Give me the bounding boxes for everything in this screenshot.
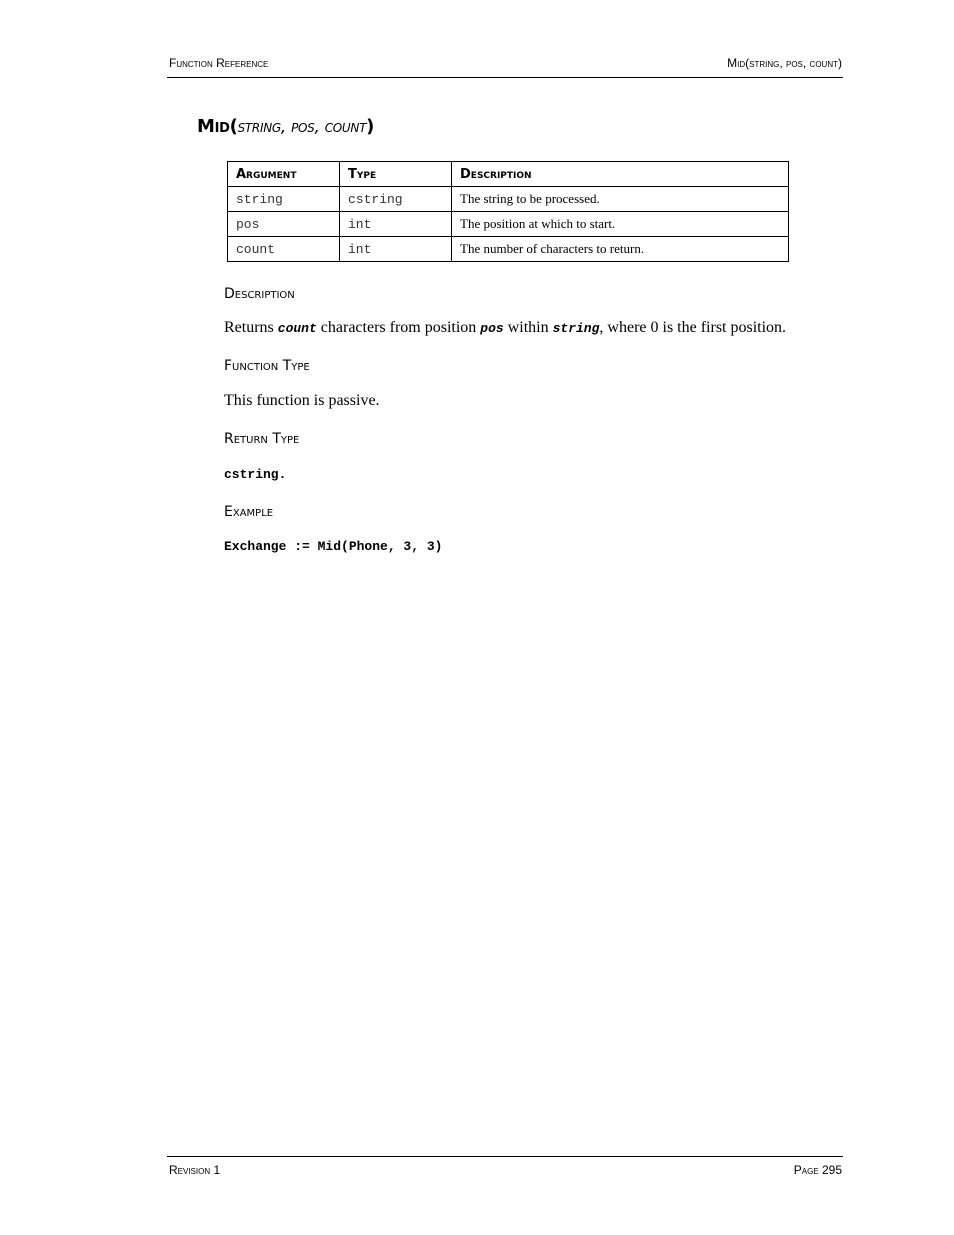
description-text bbox=[224, 319, 786, 337]
header-section-title: Function Reference bbox=[169, 56, 269, 70]
type-cell: int bbox=[340, 212, 452, 237]
arguments-table bbox=[227, 161, 789, 262]
footer-page-number: Page 295 bbox=[793, 1163, 842, 1177]
column-header-description: Description bbox=[452, 162, 789, 187]
argument-cell: count bbox=[228, 237, 340, 262]
column-header-argument: Argument bbox=[228, 162, 340, 187]
running-footer bbox=[167, 1156, 843, 1181]
function-type-heading: Function Type bbox=[224, 358, 310, 374]
function-close-paren: ) bbox=[366, 116, 375, 137]
column-header-type: Type bbox=[340, 162, 452, 187]
description-text-part: characters from position bbox=[316, 319, 481, 336]
description-text-part: within bbox=[503, 319, 553, 336]
function-type-text: This function is passive. bbox=[224, 392, 380, 409]
table-row bbox=[228, 237, 789, 262]
description-cell: The position at which to start. bbox=[452, 212, 789, 237]
footer-revision: Revision 1 bbox=[169, 1163, 221, 1177]
header-function-title: Mid(string, pos, count) bbox=[727, 56, 842, 70]
function-args: string, pos, count bbox=[237, 117, 367, 137]
type-cell: cstring bbox=[340, 187, 452, 212]
description-cell: The string to be processed. bbox=[452, 187, 789, 212]
inline-code-count: count bbox=[277, 321, 317, 336]
table-row bbox=[228, 187, 789, 212]
example-code: Exchange := Mid(Phone, 3, 3) bbox=[224, 539, 443, 554]
description-heading: Description bbox=[224, 286, 295, 302]
function-name: Mid( bbox=[197, 116, 238, 137]
inline-code-string: string bbox=[552, 321, 600, 336]
description-text-part: Returns bbox=[224, 319, 278, 336]
type-cell: int bbox=[340, 237, 452, 262]
example-heading: Example bbox=[224, 504, 274, 520]
argument-cell: string bbox=[228, 187, 340, 212]
description-text-part: , where 0 is the first position. bbox=[599, 319, 787, 336]
running-header bbox=[167, 55, 843, 78]
description-cell: The number of characters to return. bbox=[452, 237, 789, 262]
return-type-heading: Return Type bbox=[224, 431, 300, 447]
inline-code-pos: pos bbox=[480, 321, 504, 336]
table-row bbox=[228, 212, 789, 237]
argument-cell: pos bbox=[228, 212, 340, 237]
table-header-row bbox=[228, 162, 789, 187]
return-type-value: cstring. bbox=[224, 467, 287, 482]
function-title bbox=[197, 116, 374, 137]
